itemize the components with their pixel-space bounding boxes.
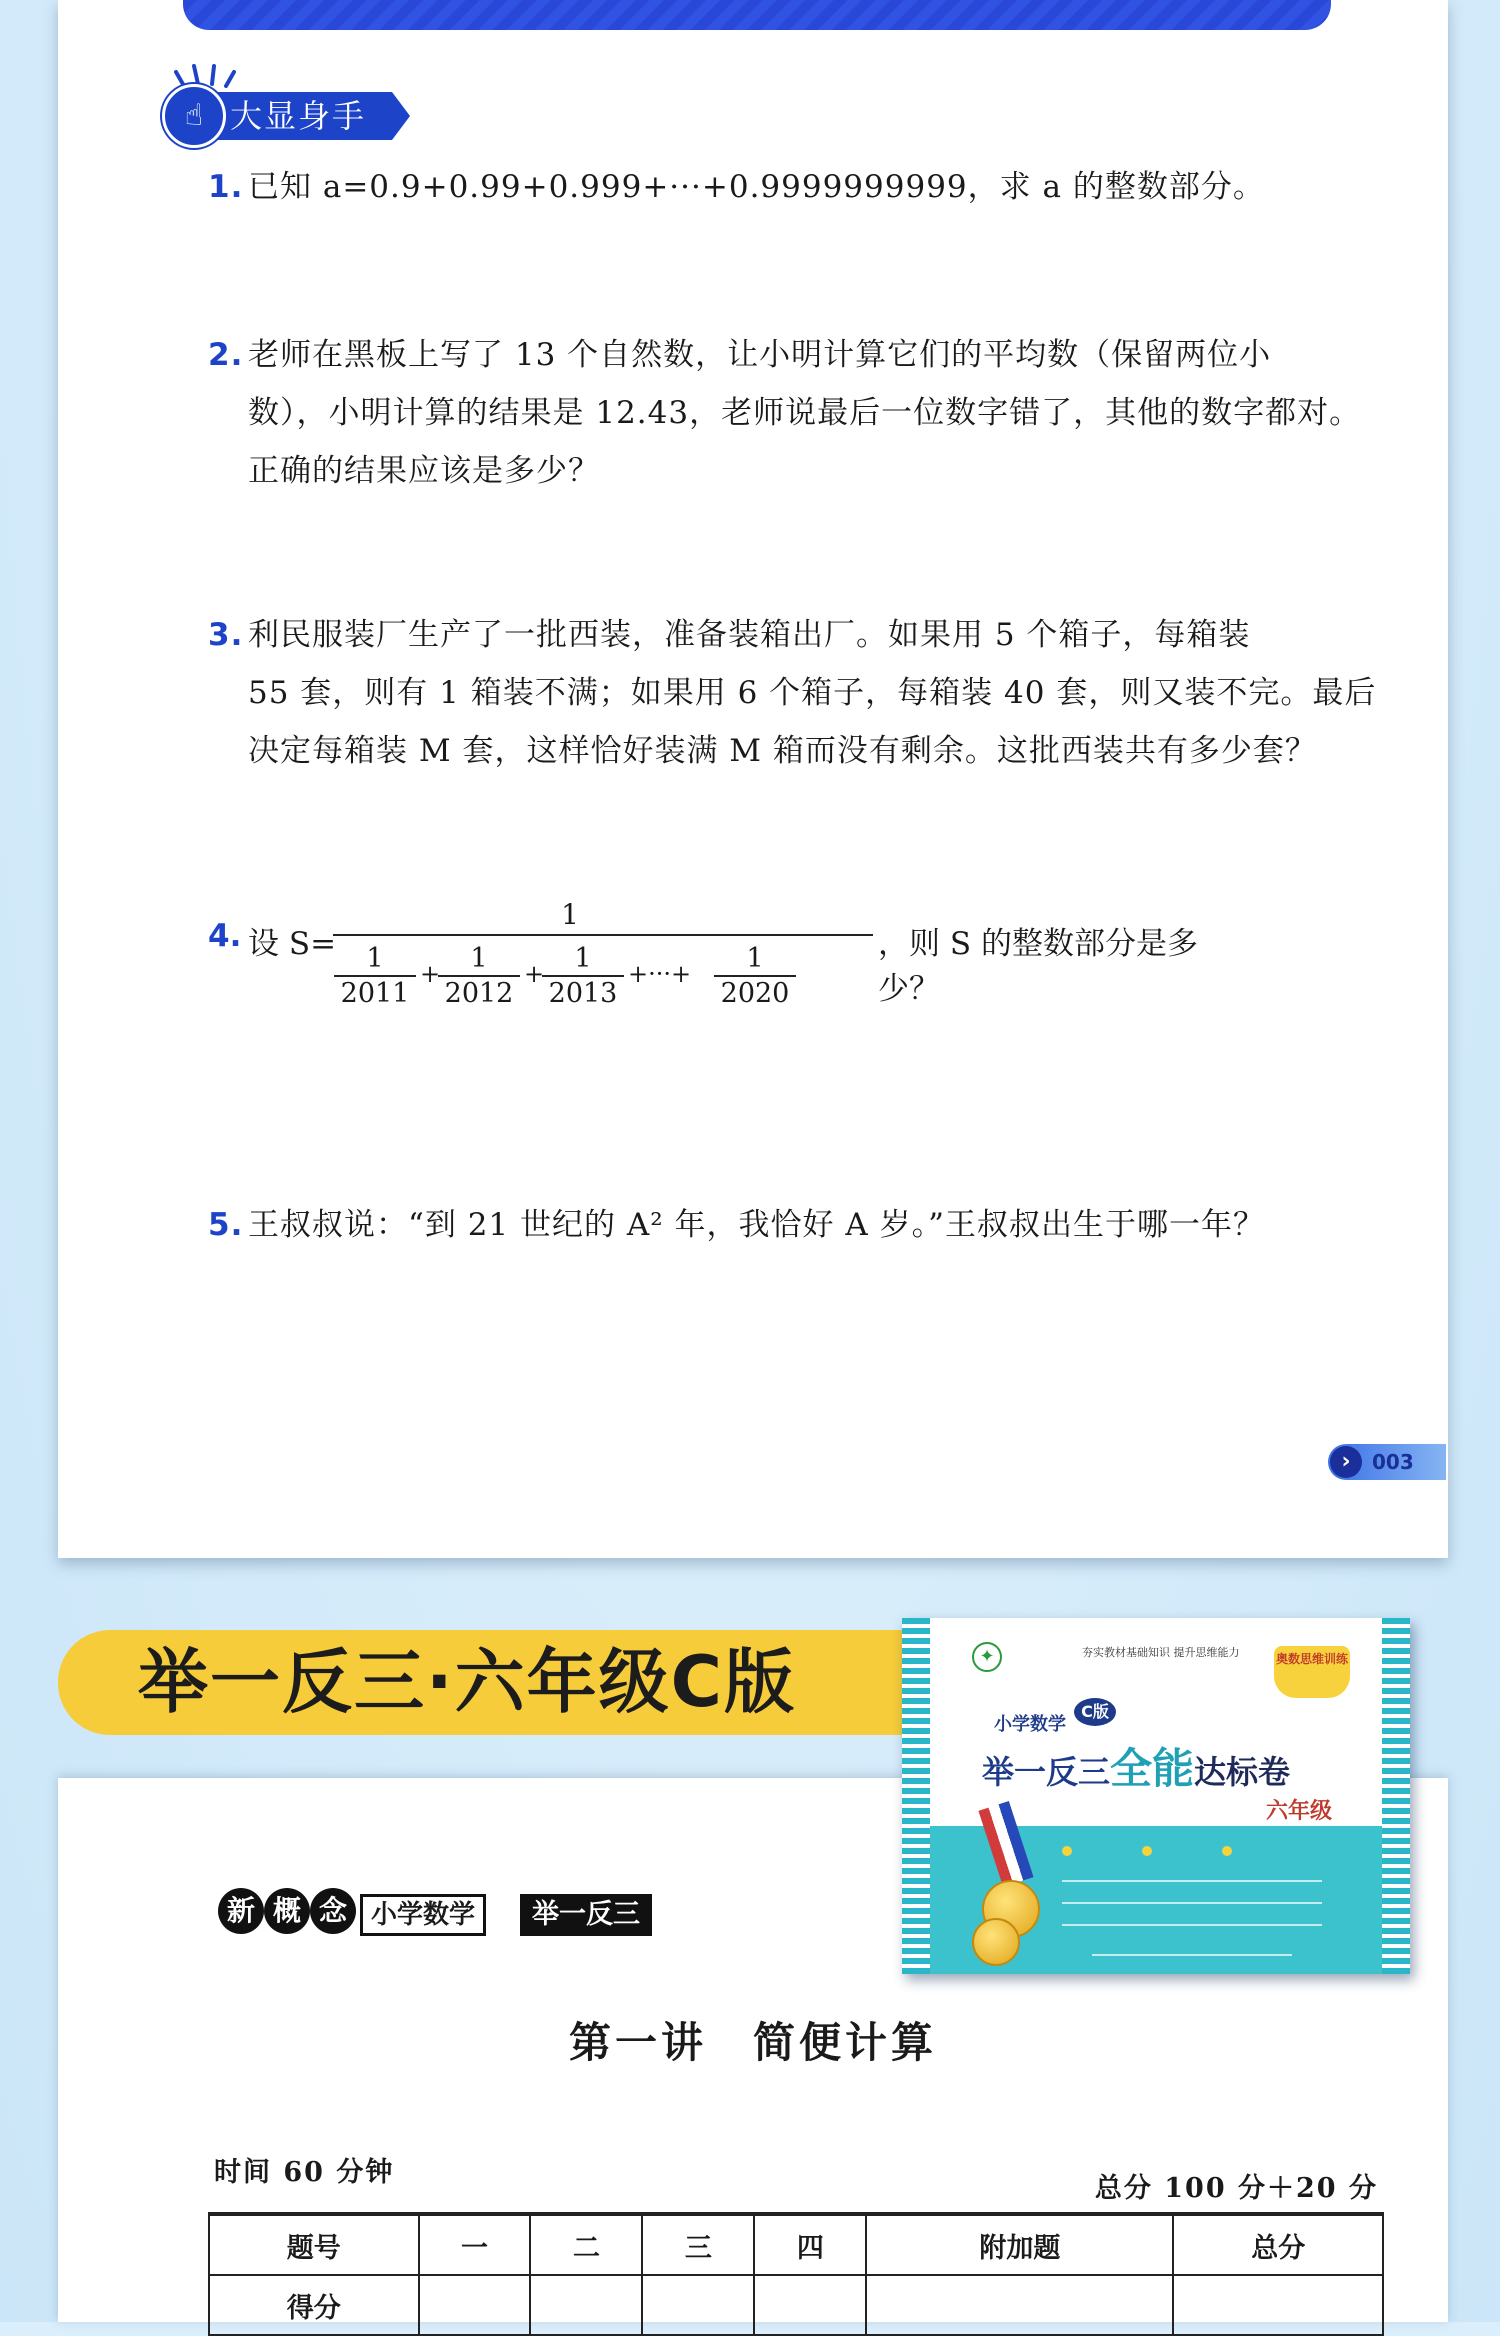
score-cell (1173, 2275, 1383, 2335)
logo-char: 概 (264, 1888, 310, 1934)
score-cell (754, 2275, 866, 2335)
problem-line: 55 套，则有 1 箱装不满；如果用 6 个箱子，每箱装 40 套，则又装不完。最后 (248, 675, 1377, 711)
fraction-n: 1 (366, 943, 384, 974)
product-title-band (58, 1630, 920, 1735)
cover-grade: 六年级 (1266, 1799, 1333, 1824)
problem-line: 数），小明计算的结果是 12.43，老师说最后一位数字错了，其他的数字都对。 (248, 395, 1362, 431)
problem-4 (210, 898, 1210, 1028)
section-label: 大显身手 (230, 97, 367, 135)
problem-tail: ，则 S 的整数部分是多少？ (878, 926, 1198, 1007)
badge-arrow (392, 92, 410, 140)
problem-line: 决定每箱装 M 套，这样恰好装满 M 箱而没有剩余。这批西装共有多少套？ (248, 733, 1317, 769)
worksheet-page (58, 0, 1448, 1558)
cover-badge: 奥数思维训练 (1274, 1646, 1350, 1698)
problem-text: 王叔叔说：“到 21 世纪的 A² 年，我恰好 A 岁。”王叔叔出生于哪一年？ (248, 1207, 1265, 1243)
fraction-d: 2012 (444, 978, 514, 1009)
problem-3 (210, 606, 1410, 780)
cover-subject: 小学数学 (994, 1714, 1066, 1735)
page-number: 003 (1372, 1450, 1414, 1474)
score-table (208, 2212, 1384, 2336)
table-header-cell: 三 (642, 2214, 754, 2275)
problem-line: 正确的结果应该是多少？ (248, 453, 600, 489)
medal-icon (972, 1918, 1020, 1966)
cover-edition: C版 (1074, 1698, 1116, 1726)
table-header-cell: 四 (754, 2214, 866, 2275)
problem-2 (210, 326, 1410, 500)
score-cell (866, 2275, 1173, 2335)
fraction-numerator: 1 (561, 898, 579, 931)
rays-icon (174, 62, 244, 88)
plus-op: +···+ (628, 960, 692, 988)
problem-number: 5. (208, 1207, 244, 1243)
cover-text-line (1062, 1880, 1322, 1882)
header-banner-bar (183, 0, 1331, 30)
cover-text-line (1092, 1954, 1292, 1956)
fraction-n: 1 (574, 943, 592, 974)
problem-number: 4. (208, 918, 242, 954)
table-header-cell: 附加题 (866, 2214, 1173, 2275)
fraction (330, 944, 420, 1009)
cover-stripe-left (902, 1618, 930, 1974)
problem-5 (210, 1196, 1410, 1254)
problem-number: 3. (208, 617, 244, 653)
table-header-cell: 总分 (1173, 2214, 1383, 2275)
section-badge (162, 62, 462, 152)
table-header-cell: 二 (530, 2214, 642, 2275)
problem-text: 已知 a=0.9+0.99+0.999+···+0.9999999999，求 a 的整数部分。 (248, 169, 1265, 205)
chevron-right-icon: › (1330, 1446, 1362, 1478)
bullet-icon (1142, 1846, 1152, 1856)
score-cell (419, 2275, 531, 2335)
product-title: 举一反三·六年级C版 (138, 1641, 796, 1723)
fraction-bar (333, 934, 873, 936)
logo-char: 念 (310, 1888, 356, 1934)
fraction (538, 944, 628, 1009)
fraction (434, 944, 524, 1009)
problem-line: 利民服装厂生产了一批西装，准备装箱出厂。如果用 5 个箱子，每箱装 (248, 617, 1251, 653)
fraction-line (438, 975, 520, 977)
score-cell (642, 2275, 754, 2335)
book-cover (902, 1618, 1410, 1974)
cover-stripe-right (1382, 1618, 1410, 1974)
problem-line: 老师在黑板上写了 13 个自然数，让小明计算它们的平均数（保留两位小 (248, 337, 1272, 373)
problem-text (248, 606, 1410, 780)
fraction-d: 2013 (548, 978, 618, 1009)
cover-title-accent: 全能 (1110, 1744, 1195, 1793)
hand-icon: ☝ (162, 84, 226, 148)
table-header-cell: 一 (419, 2214, 531, 2275)
lecture-title: 第一讲 简便计算 (568, 2018, 937, 2067)
logo-series: 举一反三 (520, 1894, 652, 1936)
table-header-cell: 题号 (209, 2214, 419, 2275)
table-row (209, 2275, 1383, 2335)
cover-tagline: 夯实教材基础知识 提升思维能力 (1082, 1646, 1240, 1659)
cover-text-line (1062, 1902, 1322, 1904)
cover-text-line (1062, 1924, 1322, 1926)
bullet-icon (1062, 1846, 1072, 1856)
fraction-n: 1 (470, 943, 488, 974)
problem-number: 2. (208, 337, 244, 373)
fraction-d: 2020 (720, 978, 790, 1009)
problem-lead: 设 S= (248, 926, 337, 962)
table-row (209, 2214, 1383, 2275)
problem-1 (210, 158, 1410, 216)
problem-number: 1. (208, 169, 244, 205)
problem-text (248, 326, 1410, 500)
cover-title-end: 达标卷 (1194, 1753, 1291, 1791)
fraction-d: 2011 (340, 978, 410, 1009)
cover-title (982, 1736, 1290, 1796)
logo-char: 新 (218, 1888, 264, 1934)
score-cell (530, 2275, 642, 2335)
cover-title-main: 举一反三 (982, 1753, 1111, 1791)
fraction (710, 944, 800, 1009)
bullet-icon (1222, 1846, 1232, 1856)
time-label: 时间 60 分钟 (214, 2157, 395, 2188)
fraction-n: 1 (746, 943, 764, 974)
page-number-tab (1328, 1444, 1446, 1480)
plus-op: + (420, 960, 441, 988)
logo-subject: 小学数学 (360, 1894, 486, 1936)
plus-op: + (524, 960, 545, 988)
table-row-label: 得分 (209, 2275, 419, 2335)
fraction-line (542, 975, 624, 977)
fraction-line (714, 975, 796, 977)
score-label: 总分 100 分＋20 分 (1094, 2173, 1378, 2204)
fraction-line (334, 975, 416, 977)
publisher-logo-icon: ✦ (972, 1642, 1002, 1672)
